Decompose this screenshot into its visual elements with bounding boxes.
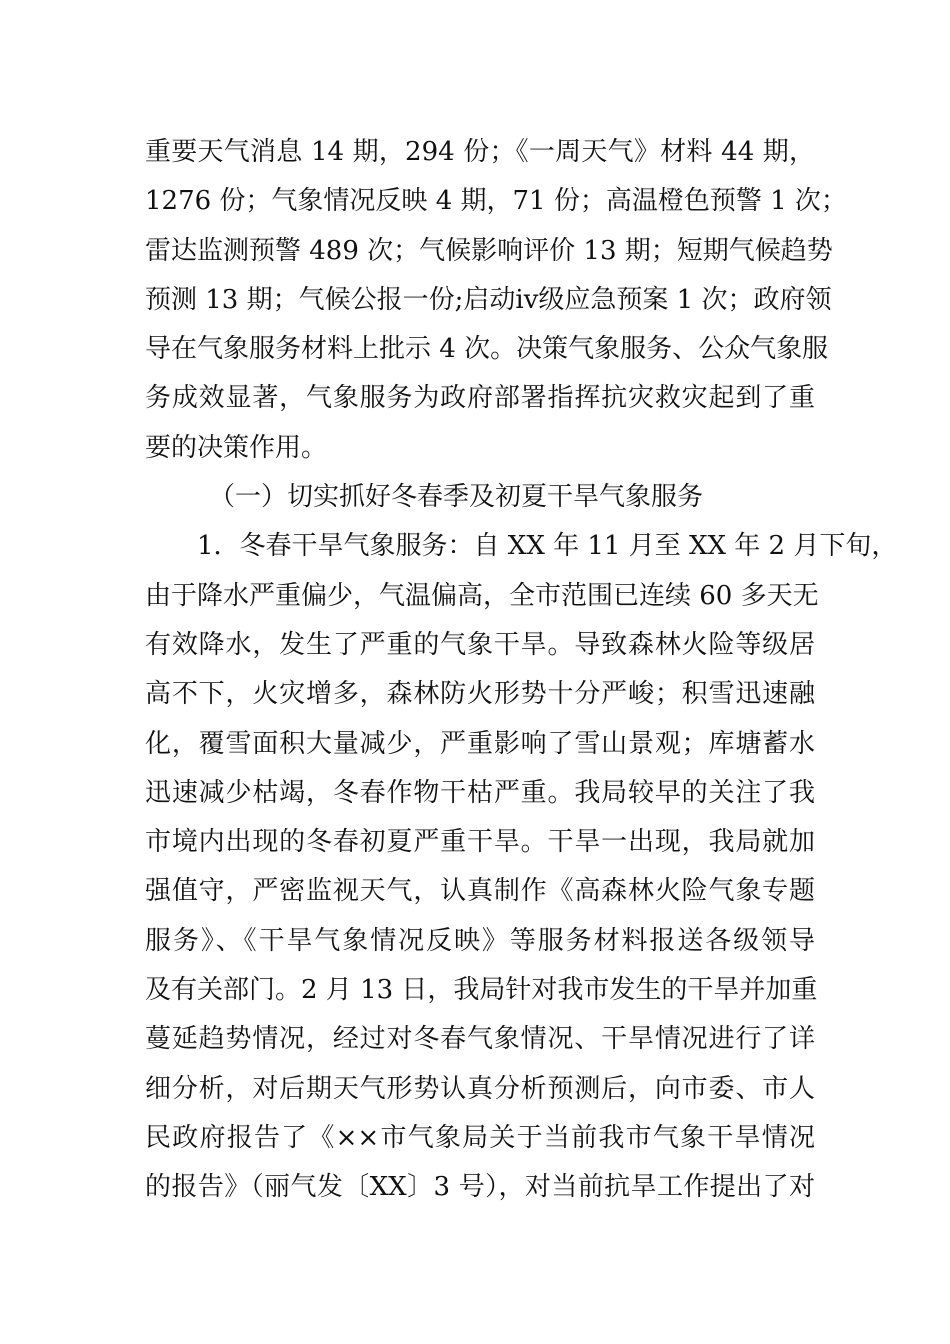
text-line: 强值守，严密监视天气，认真制作《高森林火险气象专题 <box>145 876 815 907</box>
text-line: 导在气象服务材料上批示 4 次。决策气象服务、公众气象服 <box>145 334 829 365</box>
text-line: 1276 份；气象情况反映 4 期，71 份；高温橙色预警 1 次； <box>145 186 847 217</box>
text-line: 雷达监测预警 489 次；气候影响评价 13 期；短期气候趋势 <box>145 235 833 266</box>
paragraph-item-1 <box>145 522 898 1212</box>
text-line: 高不下，火灾增多，森林防火形势十分严峻；积雪迅速融 <box>145 679 815 710</box>
document-page <box>145 128 898 1213</box>
text-line: 迅速减少枯竭，冬春作物干枯严重。我局较早的关注了我 <box>145 777 815 808</box>
text-line: 重要天气消息 14 期，294 份；《一周天气》材料 44 期， <box>145 137 815 167</box>
text-line: 预测 13 期；气候公报一份;启动ⅳ级应急预案 1 次；政府领 <box>145 284 832 315</box>
text-line: 市境内出现的冬春初夏严重干旱。干旱一出现，我局就加 <box>145 827 815 858</box>
paragraph-intro <box>145 128 847 473</box>
text-line: 1．冬春干旱气象服务：自 XX 年 11 月至 XX 年 2 月下旬， <box>197 531 898 562</box>
text-line: 要的决策作用。 <box>145 432 328 463</box>
section-heading: （一）切实抓好冬春季及初夏干旱气象服务 <box>209 482 704 513</box>
text-line: 细分析，对后期天气形势认真分析预测后，向市委、市人 <box>145 1073 815 1104</box>
text-line: 民政府报告了《××市气象局关于当前我市气象干旱情况 <box>145 1122 815 1153</box>
text-line: 蔓延趋势情况，经过对冬春气象情况、干旱情况进行了详 <box>145 1024 815 1055</box>
text-line: 化，覆雪面积大量减少，严重影响了雪山景观；库塘蓄水 <box>145 728 815 759</box>
text-line: 服务》、《干旱气象情况反映》等服务材料报送各级领导 <box>145 925 815 956</box>
text-line: 有效降水，发生了严重的气象干旱。导致森林火险等级居 <box>145 629 815 660</box>
text-line: 及有关部门。2 月 13 日，我局针对我市发生的干旱并加重 <box>145 975 818 1006</box>
text-line: 务成效显著，气象服务为政府部署指挥抗灾救灾起到了重 <box>145 383 815 414</box>
text-line: 的报告》（丽气发〔XX〕3 号），对当前抗旱工作提出了对 <box>145 1172 815 1203</box>
text-line: 由于降水严重偏少，气温偏高，全市范围已连续 60 多天无 <box>145 580 819 611</box>
